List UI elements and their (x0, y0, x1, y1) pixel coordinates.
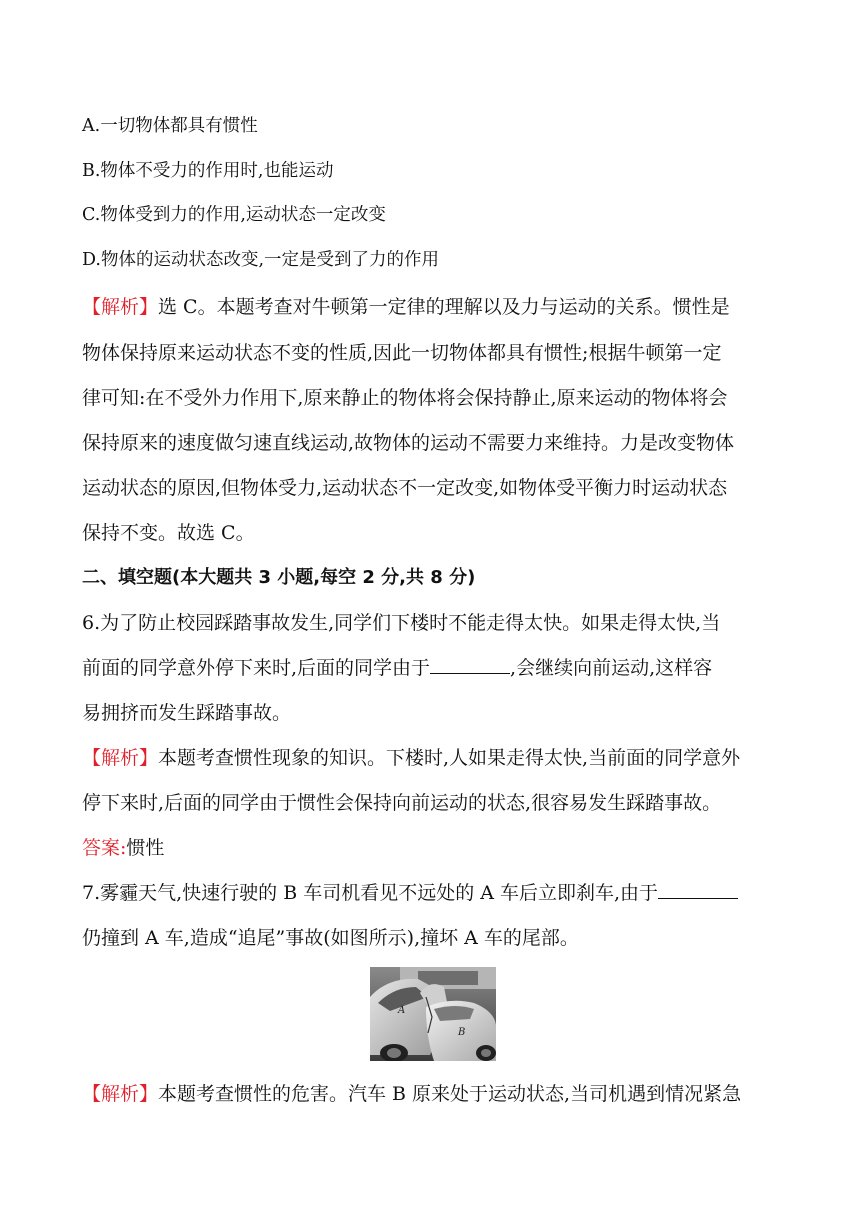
q7-analysis-line-1 (82, 1082, 741, 1106)
analysis-text: 本题考查惯性的危害。汽车 B 原来处于运动状态,当司机遇到情况紧急 (158, 1083, 742, 1105)
q5-analysis-line-1 (82, 295, 730, 319)
option-c: C.物体受到力的作用,运动状态一定改变 (82, 205, 386, 225)
q5-analysis-line-5: 运动状态的原因,但物体受力,运动状态不一定改变,如物体受平衡力时运动状态 (82, 477, 728, 499)
q5-analysis-line-2: 物体保持原来运动状态不变的性质,因此一切物体都具有惯性;根据牛顿第一定 (82, 342, 722, 364)
analysis-text: 本题考查惯性现象的知识。下楼时,人如果走得太快,当前面的同学意外 (158, 747, 741, 769)
analysis-tag: 【解析】 (82, 296, 159, 318)
q6-text: 前面的同学意外停下来时,后面的同学由于 (82, 657, 431, 679)
analysis-tag: 【解析】 (82, 747, 159, 769)
car-collision-photo (370, 967, 496, 1061)
option-a: A.一切物体都具有惯性 (82, 116, 258, 136)
q6-text-cont: ,会继续向前运动,这样容 (510, 657, 713, 679)
q6-line-3: 易拥挤而发生踩踏事故。 (82, 702, 292, 724)
q5-analysis-line-3: 律可知:在不受外力作用下,原来静止的物体将会保持静止,原来运动的物体将会 (82, 387, 728, 409)
analysis-tag: 【解析】 (82, 1083, 159, 1105)
figure-label-a: A (398, 1005, 406, 1016)
q6-analysis-line-1 (82, 746, 740, 770)
q6-analysis-line-2: 停下来时,后面的同学由于惯性会保持向前运动的状态,很容易发生踩踏事故。 (82, 792, 722, 814)
q6-line-1: 6.为了防止校园踩踏事故发生,同学们下楼时不能走得太快。如果走得太快,当 (82, 612, 721, 634)
answer-blank[interactable] (658, 882, 738, 899)
option-b: B.物体不受力的作用时,也能运动 (82, 161, 334, 181)
section-title: 二、填空题(本大题共 3 小题,每空 2 分,共 8 分) (82, 567, 476, 588)
answer-text: 惯性 (126, 837, 165, 859)
q5-analysis-line-4: 保持原来的速度做匀速直线运动,故物体的运动不需要力来维持。力是改变物体 (82, 432, 735, 454)
q7-line-1 (82, 881, 738, 905)
q7-text: 7.雾霾天气,快速行驶的 B 车司机看见不远处的 A 车后立即刹车,由于 (82, 882, 659, 904)
analysis-text: 选 C。本题考查对牛顿第一定律的理解以及力与运动的关系。惯性是 (158, 296, 730, 318)
q6-line-2 (82, 656, 712, 680)
q5-analysis-line-6: 保持不变。故选 C。 (82, 522, 255, 544)
q7-line-2: 仍撞到 A 车,造成“追尾”事故(如图所示),撞坏 A 车的尾部。 (82, 927, 579, 949)
q6-answer (82, 836, 164, 860)
answer-blank[interactable] (430, 657, 510, 674)
option-d: D.物体的运动状态改变,一定是受到了力的作用 (82, 250, 440, 270)
figure-label-b: B (458, 1027, 466, 1038)
answer-tag: 答案: (82, 837, 127, 859)
